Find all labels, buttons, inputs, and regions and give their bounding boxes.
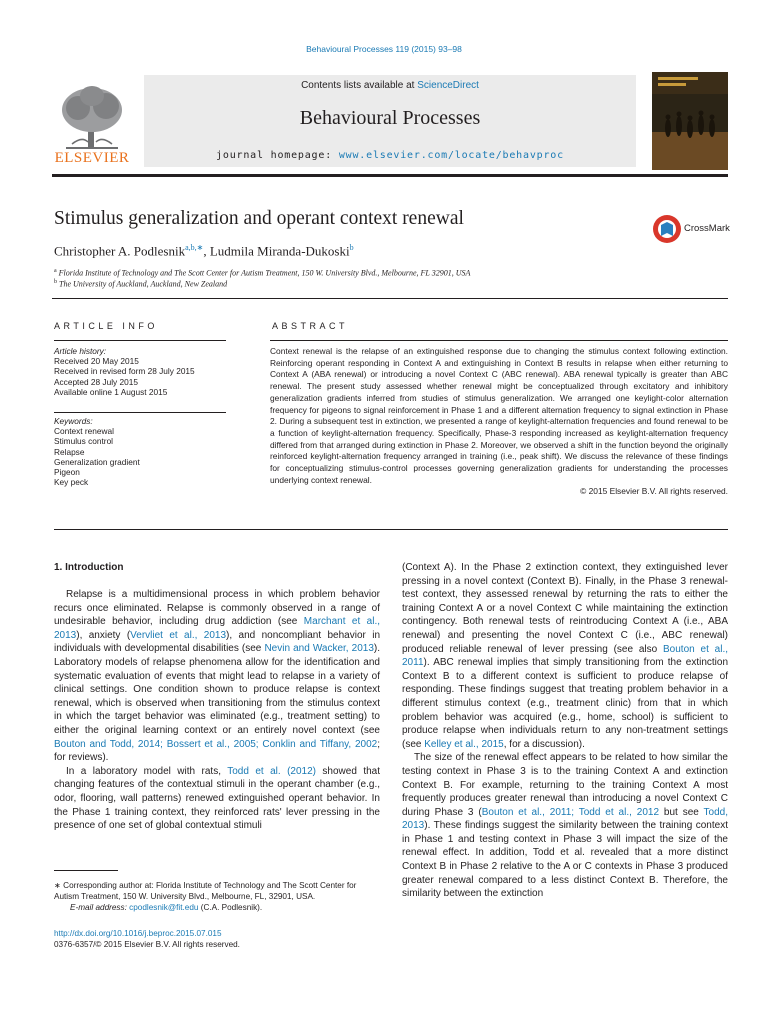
paragraph: In a laboratory model with rats, Todd et al. (2012) showed that changing features of the contextual stimuli in the operant chamber (e.g., odor, flooring, wall patterns) renewed extinguished operant behavior. In the Phase 1 training context, they reinforced rats' lever pressing in the presence of one set of global contextual stimuli — [54, 765, 380, 832]
introduction-heading: 1. Introduction — [54, 562, 124, 573]
contents-prefix: Contents lists available at — [301, 80, 418, 91]
journal-title: Behavioural Processes — [299, 107, 481, 129]
citation-link[interactable]: Todd et al. (2012) — [227, 765, 316, 777]
history-revised: Received in revised form 28 July 2015 — [54, 366, 195, 377]
crossmark-icon — [652, 214, 682, 244]
author-1: Christopher A. Podlesnik — [54, 243, 186, 259]
author-separator: , — [203, 243, 210, 259]
affiliation-a-mark: a — [54, 268, 57, 274]
corresponding-author-footnote — [54, 880, 382, 913]
affiliation-a-text: Florida Institute of Technology and The Scott Center for Autism Treatment, 150 W. University Blvd., Melbourne, FL 32901, USA — [58, 268, 471, 278]
author-2: Ludmila Miranda-Dukoski — [209, 243, 350, 259]
keyword: Generalization gradient — [54, 456, 140, 467]
elsevier-wordmark: ELSEVIER — [54, 150, 130, 166]
keyword: Pigeon — [54, 467, 80, 478]
article-history — [54, 346, 226, 397]
citation-link[interactable]: Kelley et al., 2015 — [424, 738, 504, 750]
keywords — [54, 416, 226, 487]
keyword: Stimulus control — [54, 436, 114, 447]
article-title: Stimulus generalization and operant context renewal — [54, 208, 464, 229]
body-column-right — [402, 561, 728, 901]
doi-block — [54, 928, 240, 950]
paragraph: The size of the renewal effect appears to be related to how similar the testing context in Phase 3 is to the training Context A and extinction Context B. For example, returning to the training Context A most frequently produces greater renewal than introducing a novel Context C during Phase 3 (Bouton et al., 2011; Todd et al., 2012 but see Todd, 2013). These findings suggest the similarity between the training context in Phase 1 and testing context in Phase 3 will impact the size of the renewal effect. In addition, Todd et al. revealed that a more distinct Context B in Phase 2 relative to the A or C contexts in Phase 3 produced greater renewal compared to a less distinct Context B. Therefore, the similarity between the extinction — [402, 752, 728, 900]
author-list — [54, 243, 354, 259]
affiliation-b-text: The University of Auckland, Auckland, New Zealand — [59, 279, 228, 289]
citation-link[interactable]: Todd, 2013 — [402, 806, 728, 832]
elsevier-logo — [52, 78, 132, 168]
paragraph: (Context A). In the Phase 2 extinction context, they extinguished lever pressing in a novel context (Context B). Finally, in the Phase 3 renewal-test context, they assessed renewal by returning the rats to either the training Context A or a novel Context C while maintaining the extinction contingency. Both renewal tests of reintroducing Context A (i.e., ABA renewal) and presenting the novel Context C (i.e., ABC renewal) produced reliable renewal of lever pressing (see also Bouton et al., 2011). ABC renewal implies that simply transitioning from the extinction Context B to a different context is sufficient to produce relapse of responding. These findings suggest that treating problem behavior in a different stimulus context (e.g., treatment clinic) from that in which problem behavior was acquired (e.g., home, school) is sufficient to produce relapse when individuals return to any non-treatment settings (see Kelley et al., 2015, for a discussion). — [402, 562, 728, 750]
doi-link[interactable]: http://dx.doi.org/10.1016/j.beproc.2015.07.015 — [54, 929, 222, 938]
sciencedirect-link[interactable]: ScienceDirect — [417, 80, 479, 91]
keywords-rule — [54, 412, 226, 413]
history-accepted: Accepted 28 July 2015 — [54, 376, 138, 387]
crossmark-label: CrossMark — [684, 223, 730, 234]
journal-cover-thumbnail[interactable] — [652, 72, 728, 170]
cover-image-icon — [652, 72, 728, 170]
homepage-link[interactable]: www.elsevier.com/locate/behavproc — [338, 150, 564, 161]
citation-link[interactable]: Bouton et al., 2011; Todd et al., 2012 — [481, 806, 660, 818]
footnote-text: Corresponding author at: Florida Institute of Technology and The Scott Center for Autism Treatment, 150 W. University Blvd., Melbourne, FL, 32901, USA. — [54, 881, 357, 901]
homepage-prefix: journal homepage: — [216, 150, 339, 161]
citation-link[interactable]: Vervliet et al., 2013 — [130, 629, 227, 641]
affiliation-b — [54, 279, 227, 289]
email-label: E-mail address: — [70, 903, 130, 912]
keywords-label: Keywords: — [54, 416, 93, 426]
history-online: Available online 1 August 2015 — [54, 386, 168, 397]
email-link[interactable]: cpodlesnik@fit.edu — [129, 903, 199, 912]
body-column-left — [54, 588, 380, 833]
abstract-heading: ABSTRACT — [272, 321, 349, 331]
abstract-body — [270, 346, 728, 498]
history-label: Article history: — [54, 346, 107, 356]
affiliation-rule — [52, 298, 728, 299]
citation-link[interactable]: Bouton and Todd, 2014; Bossert et al., 2005; Conklin and Tiffany, 2002 — [54, 738, 378, 750]
article-info-rule — [54, 340, 226, 341]
citation-link[interactable]: Nevin and Wacker, 2013 — [264, 643, 374, 655]
paragraph: Relapse is a multidimensional process in which problem behavior recurs once eliminated. Relapse is commonly observed in a range of undesirable behavior, including drug addiction (see Marchant et al., 2013), anxiety (Vervliet et al., 2013), and noncompliant behavior in individuals with developmental disabilities (see Nevin and Wacker, 2013). Laboratory models of relapse phenomena allow for the identification and systematic evaluation of events that might lead to relapse in a variety of clinical settings. One condition shown to produce relapse is context renewal, which is observed when transitioning from the stimulus context in which the target behavior was eliminated (e.g., treatment setting) to either the original learning context or an entirely novel context (see Bouton and Todd, 2014; Bossert et al., 2005; Conklin and Tiffany, 2002; for reviews). — [54, 589, 381, 764]
footnote-star: ∗ — [54, 881, 61, 890]
citation-link[interactable]: Marchant et al., 2013 — [54, 616, 381, 641]
email-suffix: (C.A. Podlesnik). — [198, 903, 263, 912]
citation-link[interactable]: Bouton et al., 2011 — [402, 643, 728, 669]
footnote-rule — [54, 870, 118, 871]
journal-reference[interactable]: Behavioural Processes 119 (2015) 93–98 — [306, 44, 462, 54]
article-info-heading: ARTICLE INFO — [54, 321, 158, 331]
author-2-affiliation-mark[interactable]: b — [349, 243, 354, 252]
author-1-affiliation-marks[interactable]: a,b,∗ — [185, 243, 204, 252]
homepage-line — [144, 150, 636, 161]
crossmark-badge[interactable] — [652, 212, 732, 248]
abstract-bottom-rule — [54, 529, 728, 530]
keyword: Key peck — [54, 477, 89, 488]
abstract-rule — [270, 340, 728, 341]
affiliation-a — [54, 268, 470, 278]
contents-line — [144, 80, 636, 91]
history-received: Received 20 May 2015 — [54, 356, 139, 367]
header-rule — [52, 174, 728, 177]
keyword: Context renewal — [54, 426, 114, 437]
affiliation-b-mark: b — [54, 279, 57, 285]
abstract-text: Context renewal is the relapse of an extinguished response due to changing the stimulus context following extinction. Reinforcing operant responding in Context A and extinguishing in Context B results in relapse when either returning to Context A (ABA renewal) or introducing a novel Context C (ABC renewal). ABA renewal typically is greater than ABC renewal. The present study assessed whether renewal might be conceptualized through excitatory and inhibitory generalization gradients inferred from studies of stimulus generalization. We arranged one keylight-color alternation frequency for pigeons to signal reinforcement in Phase 1 and a different alternation frequency to signal extinction in Phase 2. During a subsequent test in extinction, we presented a range of keylight-alternation frequencies and found renewal to be a function of keylight-alternation frequency. Specifically, Phase-3 responding increased as keylight-alternation frequency differed from that arranged during extinction in Phase 2. Moreover, we observed a shift in the function beyond the originally reinforced keylight-alternation frequency arranged in training (i.e., peak shift). We discuss the relevance of these findings for conceptualizing stimulus-control processes governing generalization gradients for understanding the processes underlying context renewal. — [270, 346, 728, 485]
abstract-copyright: © 2015 Elsevier B.V. All rights reserved. — [580, 486, 728, 497]
issn-line: 0376-6357/© 2015 Elsevier B.V. All rights reserved. — [54, 940, 240, 949]
keyword: Relapse — [54, 446, 85, 457]
